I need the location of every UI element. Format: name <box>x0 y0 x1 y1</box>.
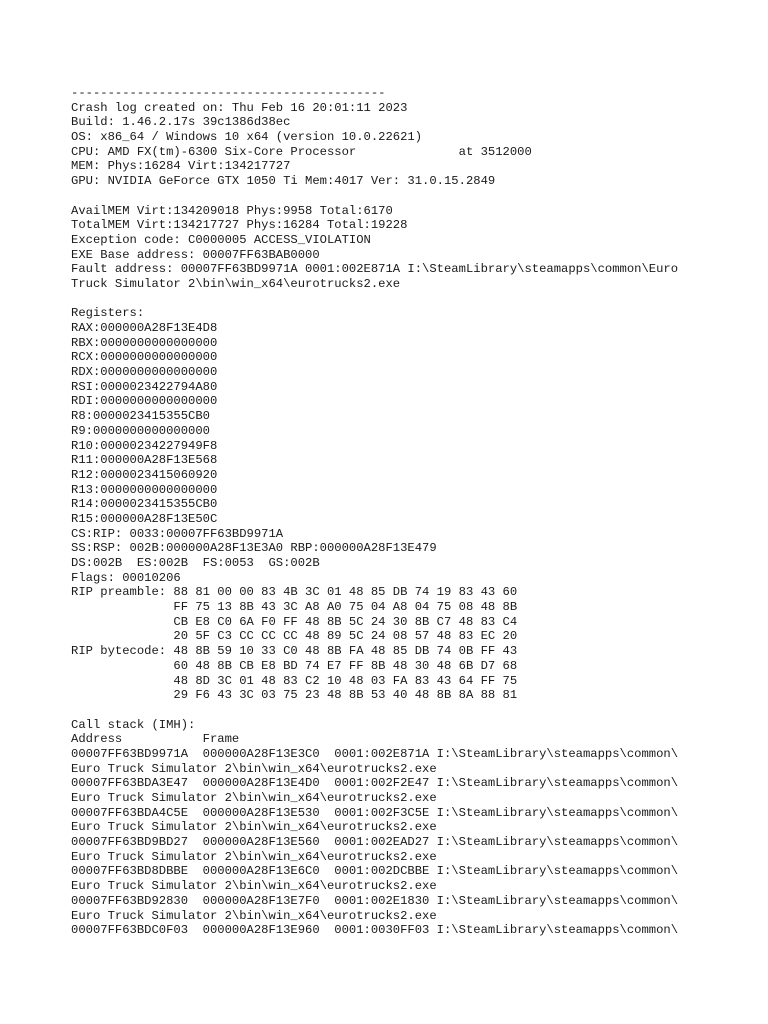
log-line: FF 75 13 8B 43 3C A8 A0 75 04 A8 04 75 08 48 8B <box>71 600 518 615</box>
log-line: Euro Truck Simulator 2\bin\win_x64\eurotrucks2.exe <box>71 908 437 923</box>
log-line: R13:0000000000000000 <box>71 482 218 497</box>
log-line: Euro Truck Simulator 2\bin\win_x64\eurotrucks2.exe <box>71 849 437 864</box>
log-line: R12:0000023415060920 <box>71 467 218 482</box>
log-line: 48 8D 3C 01 48 83 C2 10 48 03 FA 83 43 64 FF 75 <box>71 673 518 688</box>
log-line: Registers: <box>71 306 145 321</box>
log-line: Euro Truck Simulator 2\bin\win_x64\eurotrucks2.exe <box>71 879 437 894</box>
log-line: 60 48 8B CB E8 BD 74 E7 FF 8B 48 30 48 6B D7 68 <box>71 658 518 673</box>
log-line: Euro Truck Simulator 2\bin\win_x64\eurotrucks2.exe <box>71 761 437 776</box>
log-line: Truck Simulator 2\bin\win_x64\eurotrucks2.exe <box>71 276 401 291</box>
log-line: R11:000000A28F13E568 <box>71 453 218 468</box>
log-line: Euro Truck Simulator 2\bin\win_x64\eurotrucks2.exe <box>71 820 437 835</box>
log-line: R10:00000234227949F8 <box>71 438 218 453</box>
log-line: AvailMEM Virt:134209018 Phys:9958 Total:6170 <box>71 203 393 218</box>
log-line: Call stack (IMH): <box>71 717 196 732</box>
log-line: Euro Truck Simulator 2\bin\win_x64\eurotrucks2.exe <box>71 791 437 805</box>
log-line: RBX:0000000000000000 <box>71 335 218 350</box>
log-line: 00007FF63BD9BD27 000000A28F13E560 0001:002EAD27 I:\SteamLibrary\steamapps\common\ <box>71 835 679 850</box>
log-line: SS:RSP: 002B:000000A28F13E3A0 RBP:000000A28F13E479 <box>71 541 437 556</box>
log-line: 20 5F C3 CC CC CC 48 89 5C 24 08 57 48 83 EC 20 <box>71 629 518 644</box>
log-line: EXE Base address: 00007FF63BAB0000 <box>71 247 320 262</box>
log-line: 00007FF63BD9971A 000000A28F13E3C0 0001:002E871A I:\SteamLibrary\steamapps\common\ <box>71 746 679 761</box>
log-line: TotalMEM Virt:134217727 Phys:16284 Total:19228 <box>71 218 408 233</box>
log-line <box>71 292 761 307</box>
log-line: DS:002B ES:002B FS:0053 GS:002B <box>71 556 320 570</box>
log-line: RIP bytecode: 48 8B 59 10 33 C0 48 8B FA 48 85 DB 74 0B FF 43 <box>71 644 518 659</box>
log-line <box>71 189 761 204</box>
log-line: R14:0000023415355CB0 <box>71 497 218 512</box>
log-line: GPU: NVIDIA GeForce GTX 1050 Ti Mem:4017 Ver: 31.0.15.2849 <box>71 174 496 189</box>
log-line: Build: 1.46.2.17s 39c1386d38ec <box>71 115 291 130</box>
log-line: RDX:0000000000000000 <box>71 365 218 380</box>
log-line: R8:0000023415355CB0 <box>71 409 210 424</box>
log-line: RSI:0000023422794A80 <box>71 379 218 394</box>
log-line: CB E8 C0 6A F0 FF 48 8B 5C 24 30 8B C7 48 83 C4 <box>71 614 518 629</box>
log-line: R9:0000000000000000 <box>71 423 210 438</box>
log-line: Fault address: 00007FF63BD9971A 0001:002E871A I:\SteamLibrary\steamapps\common\Euro <box>71 262 679 277</box>
log-line: RAX:000000A28F13E4D8 <box>71 321 218 335</box>
log-line: 00007FF63BDC0F03 000000A28F13E960 0001:0030FF03 I:\SteamLibrary\steamapps\common\ <box>71 923 679 938</box>
log-line: MEM: Phys:16284 Virt:134217727 <box>71 159 291 174</box>
log-line: 29 F6 43 3C 03 75 23 48 8B 53 40 48 8B 8A 88 81 <box>71 688 518 703</box>
log-line: RCX:0000000000000000 <box>71 350 218 365</box>
log-line: 00007FF63BDA4C5E 000000A28F13E530 0001:002F3C5E I:\SteamLibrary\steamapps\common\ <box>71 805 679 820</box>
log-line <box>71 703 761 718</box>
log-line: 00007FF63BDA3E47 000000A28F13E4D0 0001:002F2E47 I:\SteamLibrary\steamapps\common\ <box>71 776 679 791</box>
log-line: RIP preamble: 88 81 00 00 83 4B 3C 01 48 85 DB 74 19 83 43 60 <box>71 585 518 600</box>
log-line: Address Frame <box>71 732 240 747</box>
log-line: Exception code: C0000005 ACCESS_VIOLATION <box>71 232 371 247</box>
log-line: ------------------------------------------- <box>71 86 386 100</box>
log-line: OS: x86_64 / Windows 10 x64 (version 10.0.22621) <box>71 130 423 145</box>
log-line: 00007FF63BD92830 000000A28F13E7F0 0001:002E1830 I:\SteamLibrary\steamapps\common\ <box>71 893 679 908</box>
crash-log-text <box>71 86 761 938</box>
log-line: CPU: AMD FX(tm)-6300 Six-Core Processor at 3512000 <box>71 144 532 159</box>
log-line: CS:RIP: 0033:00007FF63BD9971A <box>71 526 284 541</box>
log-line: Flags: 00010206 <box>71 570 181 585</box>
log-line: R15:000000A28F13E50C <box>71 511 218 526</box>
log-line: Crash log created on: Thu Feb 16 20:01:11 2023 <box>71 100 408 115</box>
log-line: 00007FF63BD8DBBE 000000A28F13E6C0 0001:002DCBBE I:\SteamLibrary\steamapps\common\ <box>71 864 679 879</box>
log-line: RDI:0000000000000000 <box>71 394 218 409</box>
